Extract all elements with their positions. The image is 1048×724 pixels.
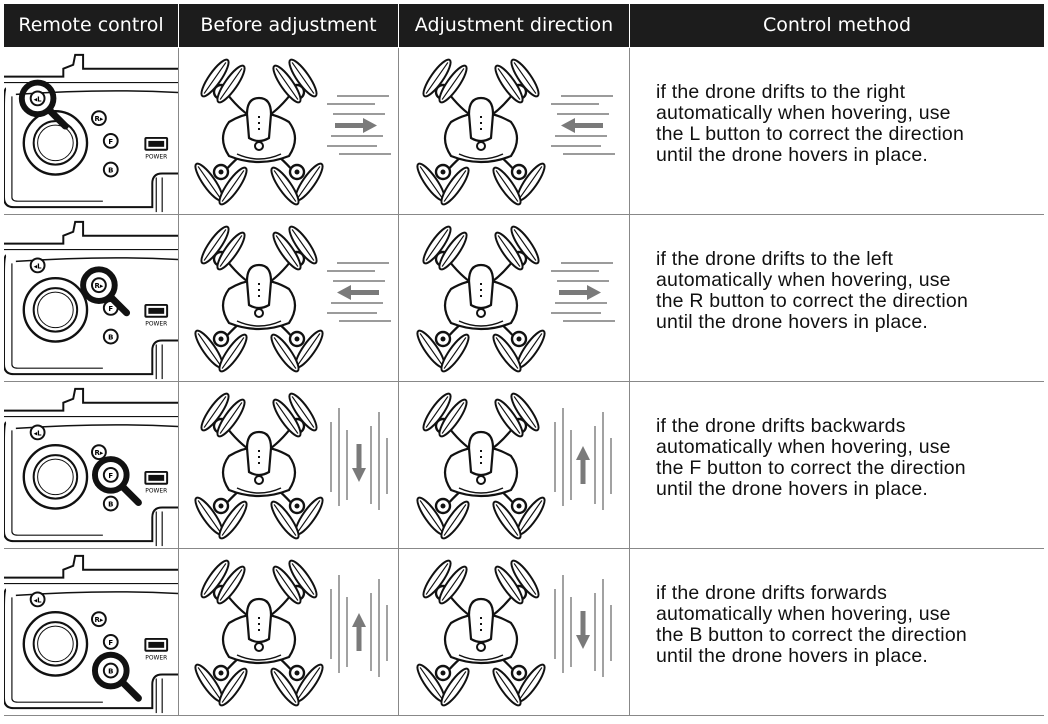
direction-arrow-up — [555, 408, 611, 510]
remote-control-illustration — [4, 382, 178, 549]
table-header — [4, 4, 1044, 47]
control-method-text — [656, 583, 967, 667]
header-control-method: Control method — [762, 14, 912, 36]
remote-control-cell — [4, 549, 178, 716]
drone-icon — [413, 391, 548, 542]
control-method-line: until the drone hovers in place. — [656, 144, 928, 166]
correction-arrow-group — [551, 96, 615, 154]
control-method-line: automatically when hovering, use — [656, 102, 951, 124]
column-divider — [178, 215, 179, 382]
drift-arrow-group — [327, 263, 391, 321]
remote-control-cell — [4, 215, 178, 382]
drift-arrow-group — [331, 575, 387, 677]
drone-icon — [191, 224, 326, 375]
button-highlight-magnifier — [95, 655, 139, 699]
drone-icon — [191, 57, 326, 208]
column-divider — [629, 215, 630, 382]
table-row — [4, 549, 1044, 716]
correction-arrow-group — [555, 575, 611, 677]
direction-arrow-down — [331, 408, 387, 510]
remote-control-illustration — [4, 215, 178, 382]
remote-control-illustration — [4, 549, 178, 716]
column-divider — [398, 549, 399, 716]
table-row — [4, 48, 1044, 215]
drone-icon — [413, 224, 548, 375]
control-method-line: if the drone drifts to the right — [656, 81, 906, 103]
control-method-line: the B button to correct the direction — [656, 624, 967, 646]
control-method-line: if the drone drifts forwards — [656, 582, 888, 604]
column-divider — [398, 215, 399, 382]
drone-drift-illustration — [179, 215, 398, 382]
adjustment-direction-cell — [399, 48, 629, 215]
drift-arrow-group — [331, 408, 387, 510]
adjustment-direction-cell — [399, 549, 629, 716]
drone-correction-illustration — [399, 215, 629, 382]
header-adjustment-direction: Adjustment direction — [414, 14, 614, 36]
control-method-line: if the drone drifts backwards — [656, 415, 906, 437]
direction-arrow-right — [551, 263, 615, 321]
drone-icon — [191, 391, 326, 542]
control-method-text — [656, 249, 968, 333]
remote-control-cell — [4, 48, 178, 215]
control-method-line: automatically when hovering, use — [656, 269, 951, 291]
remote-control-cell — [4, 382, 178, 549]
column-divider — [178, 382, 179, 549]
before-adjustment-cell — [179, 48, 398, 215]
direction-arrow-down — [555, 575, 611, 677]
control-method-line: the L button to correct the direction — [656, 123, 965, 145]
control-method-line: until the drone hovers in place. — [656, 645, 928, 667]
column-divider — [398, 48, 399, 215]
drone-drift-illustration — [179, 549, 398, 716]
drone-correction-illustration — [399, 48, 629, 215]
control-method-line: if the drone drifts to the left — [656, 248, 894, 270]
direction-arrow-up — [331, 575, 387, 677]
column-divider — [398, 382, 399, 549]
before-adjustment-cell — [179, 382, 398, 549]
drone-icon — [191, 558, 326, 709]
control-method-line: automatically when hovering, use — [656, 603, 951, 625]
remote-control-illustration — [4, 48, 178, 215]
direction-arrow-right — [327, 96, 391, 154]
direction-arrow-left — [327, 263, 391, 321]
table-row — [4, 382, 1044, 549]
before-adjustment-cell — [179, 215, 398, 382]
column-divider — [178, 549, 179, 716]
adjustment-direction-cell — [399, 382, 629, 549]
drone-icon — [413, 558, 548, 709]
column-divider — [629, 382, 630, 549]
control-method-line: the R button to correct the direction — [656, 290, 968, 312]
correction-arrow-group — [551, 263, 615, 321]
before-adjustment-cell — [179, 549, 398, 716]
drone-drift-illustration — [179, 48, 398, 215]
row-divider — [4, 715, 1044, 716]
correction-arrow-group — [555, 408, 611, 510]
control-method-line: until the drone hovers in place. — [656, 478, 928, 500]
button-highlight-magnifier — [95, 459, 139, 503]
control-method-line: the F button to correct the direction — [656, 457, 966, 479]
direction-arrow-left — [551, 96, 615, 154]
table-row — [4, 215, 1044, 382]
column-divider — [629, 549, 630, 716]
control-method-line: automatically when hovering, use — [656, 436, 951, 458]
control-method-line: until the drone hovers in place. — [656, 311, 928, 333]
control-method-text — [656, 82, 964, 166]
drift-adjustment-table — [4, 4, 1044, 720]
drone-correction-illustration — [399, 549, 629, 716]
header-remote-control: Remote control — [18, 14, 164, 36]
drone-drift-illustration — [179, 382, 398, 549]
drift-arrow-group — [327, 96, 391, 154]
control-method-text — [656, 416, 966, 500]
column-divider — [178, 48, 179, 215]
adjustment-direction-cell — [399, 215, 629, 382]
header-before-adjustment: Before adjustment — [200, 14, 377, 36]
drone-correction-illustration — [399, 382, 629, 549]
drone-icon — [413, 57, 548, 208]
column-divider — [629, 48, 630, 215]
